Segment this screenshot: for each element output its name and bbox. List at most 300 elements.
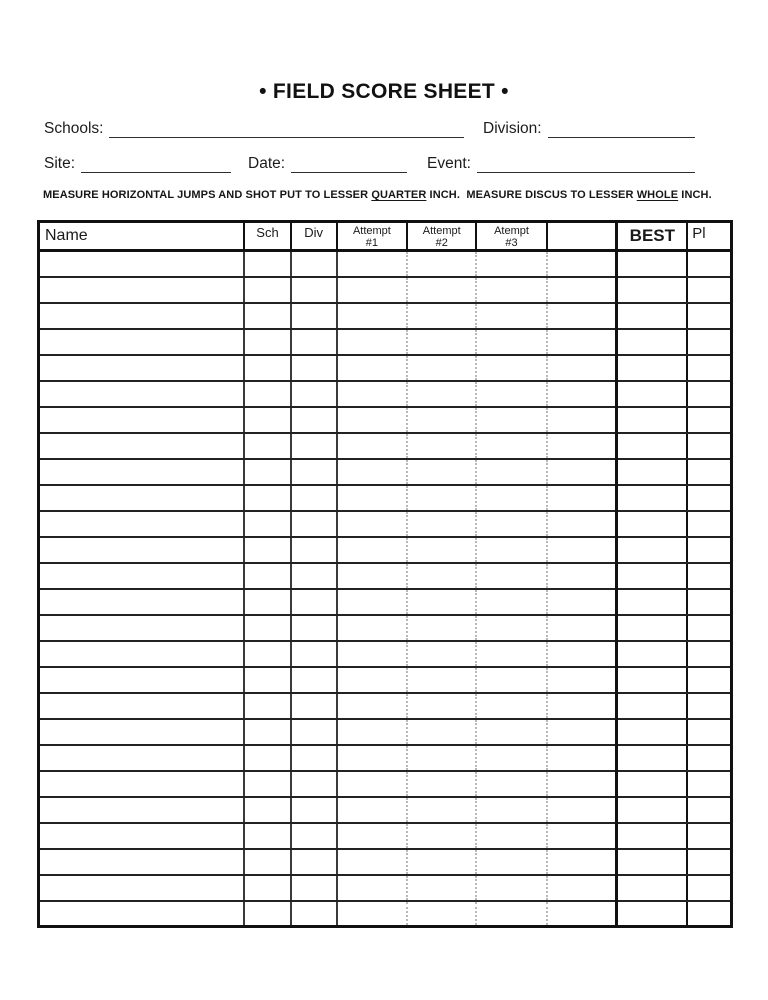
table-cell — [617, 381, 687, 407]
table-row — [39, 719, 732, 745]
table-row — [39, 381, 732, 407]
table-cell — [337, 277, 407, 303]
table-cell — [291, 849, 337, 875]
table-cell — [337, 693, 407, 719]
table-cell — [291, 303, 337, 329]
table-cell — [39, 459, 245, 485]
table-cell — [476, 381, 546, 407]
table-cell — [244, 537, 290, 563]
table-cell — [687, 537, 731, 563]
table-cell — [617, 849, 687, 875]
col-header-attempt-2-sub: #2 — [435, 237, 448, 249]
table-cell — [687, 797, 731, 823]
schools-field — [44, 118, 464, 138]
table-cell — [476, 355, 546, 381]
table-cell — [617, 719, 687, 745]
col-header-place — [687, 222, 731, 251]
table-cell — [617, 693, 687, 719]
table-cell — [244, 719, 290, 745]
table-cell — [291, 771, 337, 797]
col-header-place-label: Pl — [692, 225, 706, 242]
table-cell — [687, 485, 731, 511]
site-field — [44, 153, 231, 173]
table-cell — [407, 511, 476, 537]
table-cell — [291, 485, 337, 511]
table-cell — [617, 251, 687, 277]
table-cell — [547, 355, 617, 381]
table-cell — [244, 355, 290, 381]
table-cell — [337, 823, 407, 849]
table-row — [39, 433, 732, 459]
table-cell — [407, 537, 476, 563]
instruction-underlined-quarter: QUARTER — [371, 189, 427, 201]
table-cell — [687, 511, 731, 537]
table-cell — [476, 433, 546, 459]
table-cell — [617, 823, 687, 849]
table-cell — [687, 693, 731, 719]
table-cell — [687, 355, 731, 381]
table-cell — [244, 407, 290, 433]
table-cell — [337, 797, 407, 823]
table-cell — [291, 251, 337, 277]
col-header-attempt-3-sub: #3 — [505, 237, 518, 249]
table-cell — [407, 615, 476, 641]
site-label: Site: — [44, 155, 76, 172]
table-cell — [407, 797, 476, 823]
table-cell — [39, 511, 245, 537]
table-cell — [476, 277, 546, 303]
col-header-attempt-3-label: Atempt — [494, 225, 529, 237]
table-cell — [687, 745, 731, 771]
table-cell — [39, 381, 245, 407]
table-cell — [39, 303, 245, 329]
table-cell — [547, 589, 617, 615]
table-cell — [39, 667, 245, 693]
table-cell — [476, 823, 546, 849]
table-cell — [547, 693, 617, 719]
table-cell — [39, 355, 245, 381]
table-cell — [337, 615, 407, 641]
table-cell — [291, 459, 337, 485]
measurement-instruction — [43, 189, 743, 201]
table-row — [39, 407, 732, 433]
table-cell — [687, 901, 731, 927]
table-cell — [687, 251, 731, 277]
table-cell — [617, 797, 687, 823]
table-cell — [476, 485, 546, 511]
table-cell — [291, 615, 337, 641]
table-cell — [617, 277, 687, 303]
table-cell — [244, 251, 290, 277]
table-cell — [407, 459, 476, 485]
table-cell — [407, 303, 476, 329]
table-cell — [291, 797, 337, 823]
table-cell — [291, 511, 337, 537]
table-cell — [407, 771, 476, 797]
table-cell — [407, 407, 476, 433]
table-cell — [617, 303, 687, 329]
table-cell — [476, 537, 546, 563]
table-cell — [39, 329, 245, 355]
instruction-text-3: INCH. — [678, 189, 712, 201]
table-cell — [476, 797, 546, 823]
table-cell — [39, 615, 245, 641]
table-cell — [291, 745, 337, 771]
table-cell — [244, 797, 290, 823]
table-cell — [291, 537, 337, 563]
table-cell — [617, 745, 687, 771]
table-cell — [687, 667, 731, 693]
table-row — [39, 797, 732, 823]
table-cell — [687, 407, 731, 433]
table-cell — [39, 563, 245, 589]
table-cell — [617, 537, 687, 563]
table-cell — [687, 849, 731, 875]
table-cell — [39, 849, 245, 875]
table-cell — [617, 771, 687, 797]
table-cell — [244, 563, 290, 589]
col-header-div — [291, 222, 337, 251]
table-cell — [407, 563, 476, 589]
date-label: Date: — [248, 155, 286, 172]
table-cell — [407, 745, 476, 771]
table-row — [39, 459, 732, 485]
table-cell — [407, 823, 476, 849]
date-field — [248, 153, 407, 173]
table-cell — [547, 407, 617, 433]
table-cell — [337, 329, 407, 355]
table-cell — [476, 641, 546, 667]
table-row — [39, 823, 732, 849]
table-row — [39, 901, 732, 927]
table-cell — [476, 459, 546, 485]
table-cell — [39, 797, 245, 823]
table-cell — [617, 589, 687, 615]
table-cell — [617, 459, 687, 485]
site-blank-line — [81, 156, 231, 173]
col-header-name — [39, 222, 245, 251]
table-cell — [547, 875, 617, 901]
score-table — [37, 220, 733, 928]
table-cell — [244, 823, 290, 849]
table-row — [39, 563, 732, 589]
table-cell — [547, 277, 617, 303]
table-cell — [407, 433, 476, 459]
table-cell — [547, 745, 617, 771]
table-cell — [39, 537, 245, 563]
table-row — [39, 589, 732, 615]
table-cell — [337, 511, 407, 537]
table-row — [39, 303, 732, 329]
table-cell — [244, 277, 290, 303]
table-cell — [244, 329, 290, 355]
table-cell — [476, 407, 546, 433]
table-cell — [244, 303, 290, 329]
col-header-attempt-1 — [337, 222, 407, 251]
event-field — [427, 153, 695, 173]
table-cell — [407, 849, 476, 875]
table-cell — [291, 563, 337, 589]
instruction-underlined-whole: WHOLE — [636, 189, 679, 201]
table-header-row — [39, 222, 732, 251]
table-cell — [337, 433, 407, 459]
table-cell — [617, 641, 687, 667]
col-header-sch — [244, 222, 290, 251]
table-cell — [407, 641, 476, 667]
table-cell — [244, 849, 290, 875]
table-cell — [687, 823, 731, 849]
table-cell — [291, 719, 337, 745]
table-cell — [547, 719, 617, 745]
table-cell — [291, 693, 337, 719]
table-cell — [547, 433, 617, 459]
table-cell — [291, 641, 337, 667]
table-row — [39, 667, 732, 693]
table-row — [39, 745, 732, 771]
table-cell — [407, 589, 476, 615]
table-cell — [476, 719, 546, 745]
table-cell — [337, 589, 407, 615]
table-cell — [291, 277, 337, 303]
table-cell — [244, 589, 290, 615]
table-cell — [39, 901, 245, 927]
table-cell — [547, 563, 617, 589]
col-header-attempt-2 — [407, 222, 476, 251]
table-row — [39, 251, 732, 277]
table-cell — [547, 459, 617, 485]
table-cell — [687, 381, 731, 407]
table-cell — [407, 355, 476, 381]
table-cell — [39, 875, 245, 901]
table-cell — [617, 485, 687, 511]
table-cell — [337, 641, 407, 667]
table-cell — [39, 823, 245, 849]
table-row — [39, 875, 732, 901]
table-cell — [687, 641, 731, 667]
table-cell — [476, 693, 546, 719]
table-cell — [687, 303, 731, 329]
table-cell — [244, 485, 290, 511]
table-cell — [617, 563, 687, 589]
table-cell — [337, 771, 407, 797]
table-cell — [337, 875, 407, 901]
table-cell — [547, 329, 617, 355]
table-cell — [547, 771, 617, 797]
table-cell — [547, 485, 617, 511]
table-cell — [476, 667, 546, 693]
table-cell — [476, 303, 546, 329]
table-cell — [547, 511, 617, 537]
table-cell — [39, 589, 245, 615]
table-cell — [337, 381, 407, 407]
table-cell — [244, 615, 290, 641]
table-cell — [244, 433, 290, 459]
table-cell — [687, 875, 731, 901]
table-cell — [39, 641, 245, 667]
schools-label: Schools: — [44, 120, 104, 137]
table-cell — [337, 459, 407, 485]
table-cell — [547, 251, 617, 277]
table-cell — [407, 719, 476, 745]
table-cell — [337, 407, 407, 433]
table-cell — [407, 485, 476, 511]
event-label: Event: — [427, 155, 471, 172]
table-cell — [337, 303, 407, 329]
table-cell — [291, 823, 337, 849]
table-cell — [244, 667, 290, 693]
table-cell — [337, 849, 407, 875]
division-blank-line — [548, 121, 695, 138]
table-cell — [687, 771, 731, 797]
col-header-attempt-1-label: Attempt — [352, 225, 391, 237]
instruction-text-1: MEASURE HORIZONTAL JUMPS AND SHOT PUT TO LESSER — [43, 189, 372, 201]
table-cell — [291, 901, 337, 927]
col-header-blank — [547, 222, 617, 251]
table-row — [39, 693, 732, 719]
table-cell — [39, 745, 245, 771]
table-cell — [39, 407, 245, 433]
table-row — [39, 511, 732, 537]
table-cell — [617, 407, 687, 433]
event-blank-line — [477, 156, 695, 173]
table-cell — [39, 277, 245, 303]
division-label: Division: — [483, 120, 542, 137]
table-cell — [407, 251, 476, 277]
table-cell — [407, 875, 476, 901]
table-cell — [407, 277, 476, 303]
col-header-best — [617, 222, 687, 251]
table-row — [39, 615, 732, 641]
table-cell — [476, 875, 546, 901]
table-cell — [687, 433, 731, 459]
table-cell — [291, 589, 337, 615]
table-cell — [244, 459, 290, 485]
table-cell — [337, 563, 407, 589]
table-row — [39, 641, 732, 667]
col-header-best-label: BEST — [629, 226, 676, 245]
table-cell — [407, 901, 476, 927]
table-cell — [291, 407, 337, 433]
table-cell — [476, 745, 546, 771]
table-cell — [547, 303, 617, 329]
table-row — [39, 771, 732, 797]
table-cell — [476, 329, 546, 355]
table-row — [39, 329, 732, 355]
table-cell — [407, 381, 476, 407]
table-cell — [547, 641, 617, 667]
table-cell — [617, 875, 687, 901]
page-title: • FIELD SCORE SHEET • — [259, 80, 509, 103]
division-field — [483, 118, 695, 138]
table-cell — [337, 485, 407, 511]
table-cell — [476, 849, 546, 875]
table-cell — [687, 563, 731, 589]
table-cell — [547, 615, 617, 641]
table-cell — [476, 563, 546, 589]
table-cell — [244, 901, 290, 927]
table-cell — [337, 901, 407, 927]
table-cell — [39, 251, 245, 277]
table-cell — [617, 667, 687, 693]
table-cell — [291, 329, 337, 355]
table-cell — [337, 719, 407, 745]
col-header-attempt-1-sub: #1 — [365, 237, 379, 249]
table-cell — [617, 615, 687, 641]
table-row — [39, 355, 732, 381]
table-cell — [39, 771, 245, 797]
table-cell — [687, 615, 731, 641]
table-cell — [617, 901, 687, 927]
table-cell — [476, 615, 546, 641]
table-cell — [244, 771, 290, 797]
table-cell — [407, 667, 476, 693]
table-cell — [617, 433, 687, 459]
table-cell — [291, 875, 337, 901]
col-header-sch-label: Sch — [256, 225, 279, 240]
table-cell — [687, 719, 731, 745]
table-cell — [617, 511, 687, 537]
table-cell — [617, 329, 687, 355]
table-cell — [687, 459, 731, 485]
table-cell — [547, 849, 617, 875]
table-cell — [547, 537, 617, 563]
table-cell — [687, 277, 731, 303]
table-cell — [337, 537, 407, 563]
table-cell — [547, 823, 617, 849]
table-cell — [337, 745, 407, 771]
table-cell — [244, 381, 290, 407]
table-cell — [547, 667, 617, 693]
col-header-div-label: Div — [304, 225, 324, 240]
table-cell — [476, 251, 546, 277]
table-row — [39, 277, 732, 303]
table-cell — [407, 693, 476, 719]
table-cell — [244, 693, 290, 719]
table-cell — [476, 771, 546, 797]
table-cell — [291, 667, 337, 693]
col-header-attempt-2-label: Attempt — [422, 225, 461, 237]
table-cell — [39, 485, 245, 511]
table-row — [39, 537, 732, 563]
table-cell — [476, 901, 546, 927]
table-cell — [547, 381, 617, 407]
table-cell — [244, 875, 290, 901]
score-table-body — [39, 251, 732, 927]
table-cell — [337, 251, 407, 277]
table-cell — [39, 433, 245, 459]
table-cell — [476, 511, 546, 537]
table-cell — [39, 693, 245, 719]
table-cell — [291, 381, 337, 407]
table-cell — [547, 901, 617, 927]
table-cell — [476, 589, 546, 615]
table-cell — [244, 745, 290, 771]
table-cell — [39, 719, 245, 745]
date-blank-line — [291, 156, 407, 173]
table-cell — [617, 355, 687, 381]
table-cell — [244, 511, 290, 537]
instruction-text-2: INCH. MEASURE DISCUS TO LESSER — [426, 189, 637, 201]
schools-blank-line — [109, 121, 464, 138]
table-cell — [687, 589, 731, 615]
table-cell — [291, 433, 337, 459]
table-cell — [337, 667, 407, 693]
col-header-attempt-3 — [476, 222, 546, 251]
table-cell — [547, 797, 617, 823]
table-cell — [687, 329, 731, 355]
table-cell — [244, 641, 290, 667]
table-row — [39, 849, 732, 875]
